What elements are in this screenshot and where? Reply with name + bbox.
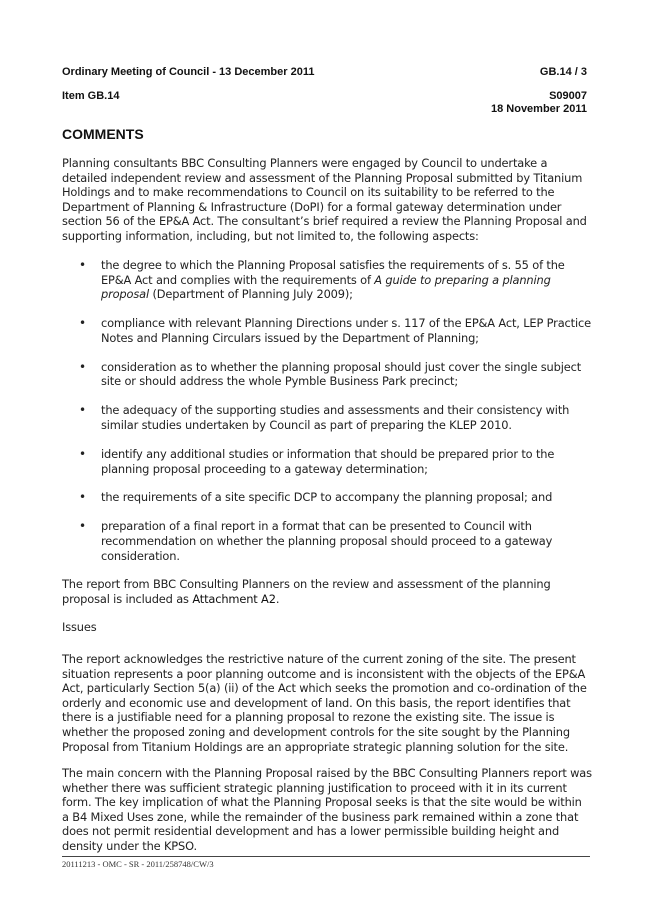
item-number: Item GB.14: [62, 90, 120, 102]
report-paragraph: [62, 577, 592, 606]
aspects-list: [62, 258, 592, 578]
issues-heading: Issues: [62, 620, 97, 634]
issues-paragraph: The report acknowledges the restrictive nature of the current zoning of the site. The present situation represents a poor planning outcome and is inconsistent with the objects of the EP&A Act, particularly Section 5(a) (ii) of the Act which seeks the promotion and co-ordination of the orderly and economic use and development of land. On this basis, the report identifies that there is a justifiable need for a planning proposal to rezone the existing site. The issue is whether the proposed zoning and development controls for the site sought by the Planning Proposal from Titanium Holdings are an appropriate strategic planning solution for the site.: [62, 652, 587, 754]
list-item: • identify any additional studies or information that should be prepared prior to the planning proposal proceeding to a gateway determination;: [62, 447, 592, 476]
report-paragraph-text: The report from BBC Consulting Planners on the review and assessment of the planning proposal is included as: [62, 577, 551, 606]
list-item: • the requirements of a site specific DCP to accompany the planning proposal; and: [62, 490, 592, 505]
report-date: 18 November 2011: [490, 103, 587, 115]
report-paragraph-end: .: [275, 591, 280, 606]
list-item: • preparation of a final report in a format that can be presented to Council with recommendation on whether the planning proposal should proceed to a gateway consideration.: [62, 519, 592, 563]
section-heading: COMMENTS: [62, 126, 144, 142]
list-item: • compliance with relevant Planning Directions under s. 117 of the EP&A Act, LEP Practice Notes and Planning Circulars issued by the Department of Planning;: [62, 316, 592, 345]
meeting-title: Ordinary Meeting of Council - 13 December 2011: [62, 66, 315, 78]
list-item: [62, 258, 592, 302]
footer-divider: [62, 856, 590, 857]
list-item: • the adequacy of the supporting studies and assessments and their consistency with similar studies undertaken by Council as part of preparing the KLEP 2010.: [62, 403, 592, 432]
page-reference: GB.14 / 3: [539, 66, 587, 78]
intro-paragraph: Planning consultants BBC Consulting Planners were engaged by Council to undertake a detailed independent review and assessment of the Planning Proposal submitted by Titanium Holdings and to make recommendations to Council on its suitability to be referred to the Department of Planning & Infrastructure (DoPI) for a formal gateway determination under section 56 of the EP&A Act. The consultant’s brief required a review the Planning Proposal and supporting information, including, but not limited to, the following aspects:: [62, 156, 587, 243]
list-item-text: (Department of Planning July 2009);: [148, 287, 353, 302]
list-item-text: the degree to which the Planning Proposal satisfies the requirements of s. 55 of the EP&A Act and complies with the requirements of: [101, 258, 565, 287]
guide-title: A guide to preparing a planning proposal: [101, 272, 551, 302]
attachment-reference: Attachment A2: [192, 591, 276, 606]
footer-reference: 20111213 - OMC - SR - 2011/258748/CW/3: [62, 859, 214, 869]
concern-paragraph: The main concern with the Planning Proposal raised by the BBC Consulting Planners report was whether there was sufficient strategic planning justification to proceed with it in its current form. The key implication of what the Planning Proposal seeks is that the site would be within a B4 Mixed Uses zone, while the remainder of the business park remained within a zone that does not permit residential development and has a lower permissible building height and density under the KPSO.: [62, 766, 592, 853]
file-reference: S09007: [549, 90, 587, 102]
list-item: • consideration as to whether the planning proposal should just cover the single subject site or should address the whole Pymble Business Park precinct;: [62, 360, 592, 389]
